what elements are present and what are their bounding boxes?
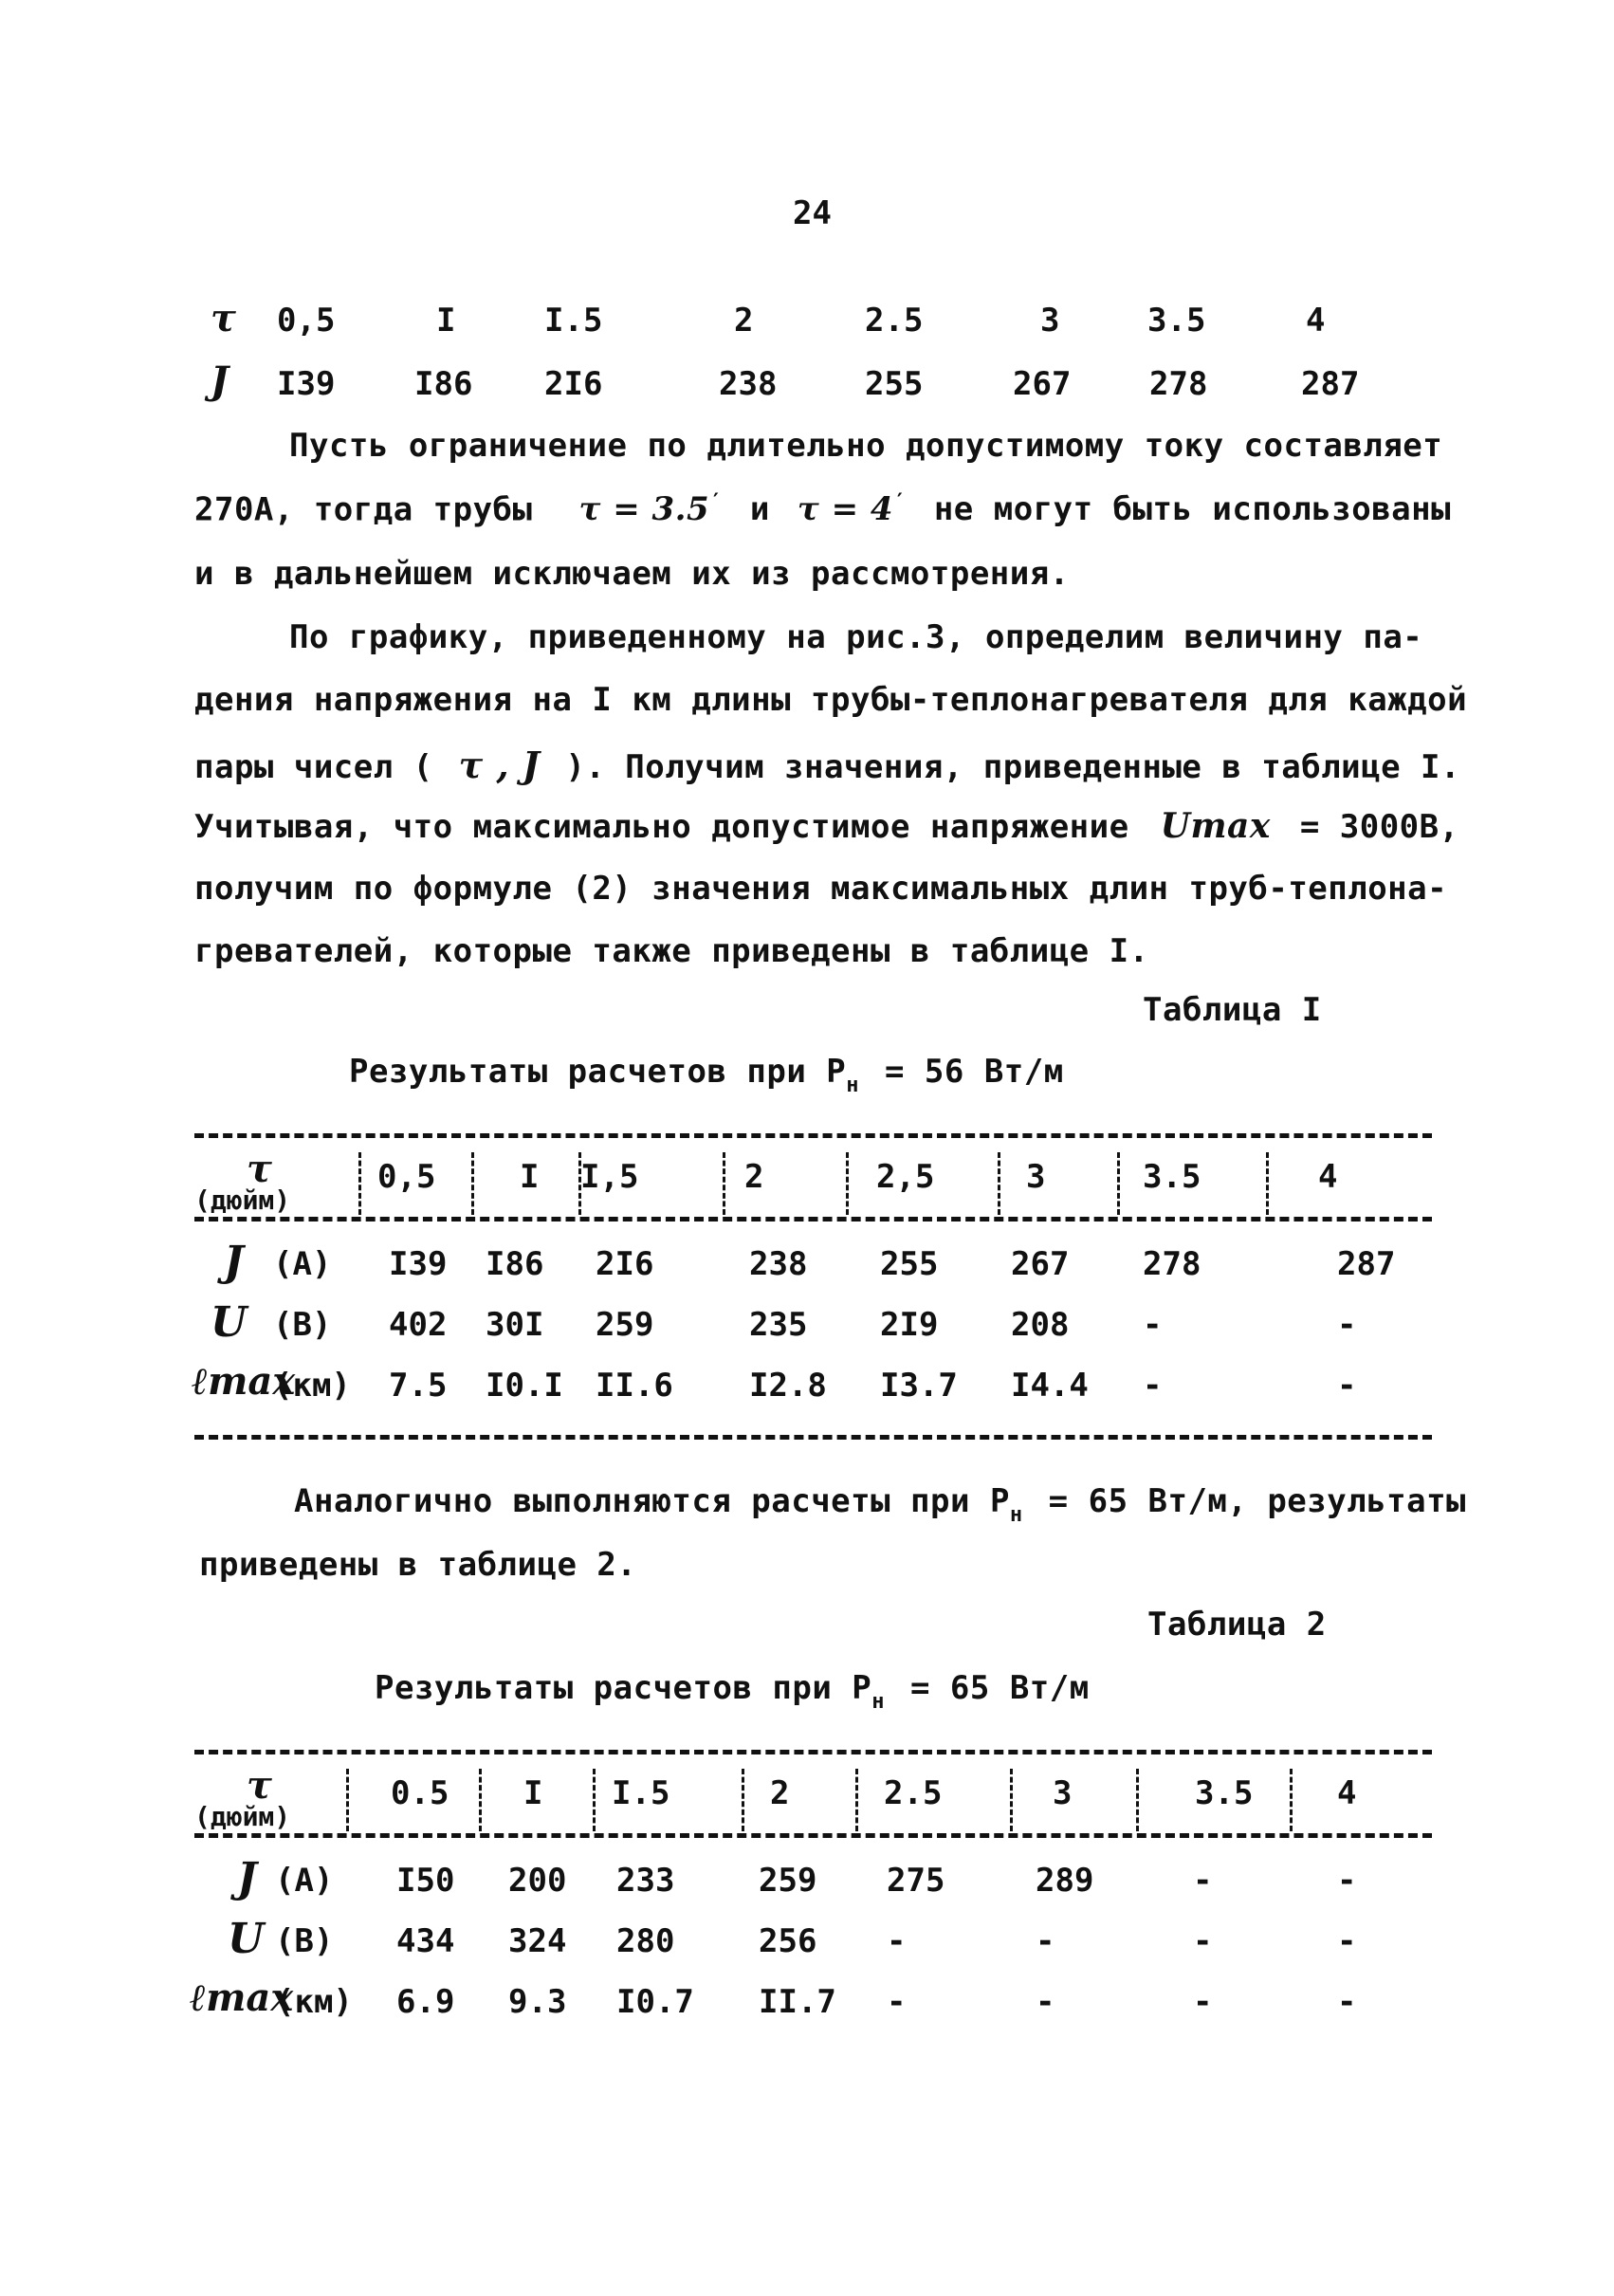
umax-symbol: Umax [1160, 806, 1271, 846]
paragraph-2-line-3 [194, 744, 1460, 786]
paragraph-2-line-6: гревателей, которые также приведены в таблице I. [194, 932, 1149, 970]
table-cell: - [1337, 1306, 1357, 1344]
table-header-rule [194, 1833, 1432, 1838]
table-2-caption-value: = 65 Вт/м [909, 1669, 1090, 1707]
paragraph-3-subscript: н [1009, 1503, 1023, 1527]
table-row-unit: (км) [273, 1367, 351, 1405]
table-column-separator [846, 1152, 849, 1215]
table-1-caption [349, 1053, 1064, 1097]
table-column-separator [1117, 1152, 1120, 1215]
paragraph-1-conj: и [749, 490, 770, 529]
table-top-rule [194, 1750, 1432, 1754]
table-cell: 287 [1337, 1245, 1396, 1283]
table-column-header: 3 [1053, 1774, 1073, 1812]
table-column-header: 2.5 [884, 1774, 943, 1812]
table-cell: I3.7 [880, 1367, 958, 1405]
table-cell: I0.7 [616, 1983, 694, 2021]
table-row-symbol: U [228, 1915, 265, 1963]
table-cell: 233 [616, 1862, 675, 1900]
table-cell: - [1036, 1983, 1055, 2021]
intro-j-value: 238 [719, 365, 778, 403]
intro-j-value: 255 [865, 365, 924, 403]
table-2-label: Таблица 2 [1147, 1606, 1327, 1644]
table-cell: 434 [396, 1922, 455, 1960]
intro-r-value: 3.5 [1147, 302, 1206, 340]
table-column-separator [471, 1152, 474, 1215]
table-cell: - [1337, 1862, 1357, 1900]
table-cell: I39 [389, 1245, 448, 1283]
table-row-symbol: ℓmax [190, 1975, 294, 2020]
table-cell: 324 [508, 1922, 567, 1960]
table-column-separator [855, 1769, 858, 1831]
table-cell: - [1036, 1922, 1055, 1960]
table-cell: - [1337, 1983, 1357, 2021]
paragraph-2-line-4 [194, 806, 1459, 846]
table-column-separator [998, 1152, 1000, 1215]
table-cell: 289 [1036, 1862, 1094, 1900]
paragraph-2-line-2: дения напряжения на I км длины трубы-теплонагревателя для каждой [194, 681, 1468, 719]
table-cell: I86 [486, 1245, 544, 1283]
table-cell: 280 [616, 1922, 675, 1960]
table-column-header: 4 [1337, 1774, 1357, 1812]
paragraph-1-line-2: 270А, тогда трубы τ = 3.5′ и τ = 4′ не могут быть использованы [194, 490, 1452, 529]
table-1-caption-text: Результаты расчетов при Р [349, 1053, 847, 1091]
table-2-caption-text: Результаты расчетов при Р [375, 1669, 872, 1707]
table-column-header: 0.5 [391, 1774, 449, 1812]
table-cell: 259 [596, 1306, 654, 1344]
tau-j-pair: τ , J [458, 744, 541, 786]
table-cell: - [1193, 1862, 1213, 1900]
table-column-header: 2 [770, 1774, 790, 1812]
table-row-unit: (А) [275, 1862, 334, 1900]
intro-r-value: 2 [734, 302, 754, 340]
table-column-separator [346, 1769, 349, 1831]
table-row-symbol: J [224, 1238, 244, 1286]
table-column-separator [358, 1152, 361, 1215]
table-column-header: I.5 [612, 1774, 670, 1812]
paragraph-2-line-5: получим по формуле (2) значения максимальных длин труб-теплона- [194, 870, 1448, 908]
intro-r-value: 4 [1306, 302, 1326, 340]
table-cell: - [887, 1922, 907, 1960]
table-cell: II.6 [596, 1367, 673, 1405]
intro-row-label-r: τ [211, 296, 237, 340]
intro-j-value: 2I6 [544, 365, 603, 403]
table-row-symbol: ℓmax [192, 1359, 296, 1404]
table-column-header: 3.5 [1195, 1774, 1254, 1812]
table-column-header: I [520, 1158, 540, 1196]
table-cell: 275 [887, 1862, 945, 1900]
paragraph-3-line-1 [294, 1482, 1467, 1527]
table-header-unit: (дюйм) [194, 1801, 291, 1832]
table-cell: 9.3 [508, 1983, 567, 2021]
table-cell: - [1337, 1367, 1357, 1405]
table-cell: - [1143, 1367, 1163, 1405]
intro-r-value: 3 [1040, 302, 1060, 340]
table-column-header: 2,5 [876, 1158, 935, 1196]
table-cell: 6.9 [396, 1983, 455, 2021]
intro-row-label-j: J [211, 358, 229, 403]
tau-expression-2: τ = 4 [797, 490, 894, 529]
table-cell: 267 [1011, 1245, 1070, 1283]
intro-r-value: 2.5 [865, 302, 924, 340]
table-column-separator [742, 1769, 744, 1831]
paragraph-2-line-4-c: = 3000В, [1299, 808, 1459, 846]
page-number: 24 [793, 194, 832, 232]
table-column-separator [1010, 1769, 1013, 1831]
table-column-separator [479, 1769, 482, 1831]
table-1-caption-subscript: н [846, 1074, 859, 1097]
paragraph-2-line-1: По графику, приведенному на рис.3, определим величину па- [289, 618, 1423, 656]
table-cell: I0.I [486, 1367, 563, 1405]
table-column-separator [593, 1769, 596, 1831]
paragraph-3-line-1-b: = 65 Вт/м, результаты [1048, 1482, 1467, 1520]
table-cell: 278 [1143, 1245, 1201, 1283]
paragraph-2-line-3-a: пары чисел ( [194, 748, 433, 786]
table-cell: 208 [1011, 1306, 1070, 1344]
paragraph-1-line-1: Пусть ограничение по длительно допустимому току составляет [289, 427, 1443, 465]
table-row-unit: (км) [275, 1983, 353, 2021]
paragraph-3-line-2: приведены в таблице 2. [199, 1546, 637, 1584]
paragraph-2-line-3-c: ). Получим значения, приведенные в таблице I. [565, 748, 1460, 786]
table-header-rule [194, 1217, 1432, 1221]
table-cell: 256 [759, 1922, 817, 1960]
intro-j-value: I86 [414, 365, 473, 403]
table-bottom-rule [194, 1435, 1432, 1440]
table-header-tau: τ [247, 1147, 272, 1191]
table-row-unit: (В) [273, 1306, 332, 1344]
paragraph-3-line-1-a: Аналогично выполняются расчеты при Р [294, 1482, 1010, 1520]
table-cell: 2I6 [596, 1245, 654, 1283]
table-cell: - [1193, 1922, 1213, 1960]
paragraph-2-line-4-a: Учитывая, что максимально допустимое напряжение [194, 808, 1129, 846]
table-row-symbol: U [211, 1298, 248, 1347]
intro-r-value: I.5 [544, 302, 603, 340]
table-cell: II.7 [759, 1983, 836, 2021]
table-2-caption-subscript: н [871, 1690, 885, 1714]
paragraph-1-line-3: и в дальнейшем исключаем их из рассмотрения. [194, 555, 1070, 593]
table-column-header: 4 [1318, 1158, 1338, 1196]
table-cell: - [887, 1983, 907, 2021]
intro-r-value: 0,5 [277, 302, 336, 340]
table-column-header: I [523, 1774, 543, 1812]
intro-j-value: 267 [1013, 365, 1072, 403]
table-2-caption [375, 1669, 1090, 1714]
table-row-unit: (А) [273, 1245, 332, 1283]
table-1-label: Таблица I [1143, 991, 1322, 1029]
intro-j-value: 278 [1149, 365, 1208, 403]
table-cell: - [1193, 1983, 1213, 2021]
table-cell: 200 [508, 1862, 567, 1900]
paragraph-1-line-2-a: 270А, тогда трубы [194, 490, 533, 529]
table-cell: 2I9 [880, 1306, 939, 1344]
table-row-unit: (В) [275, 1922, 334, 1960]
table-column-header: I,5 [580, 1158, 639, 1196]
table-cell: 235 [749, 1306, 808, 1344]
table-cell: 259 [759, 1862, 817, 1900]
table-column-separator [1136, 1769, 1139, 1831]
intro-j-value: 287 [1301, 365, 1360, 403]
paragraph-1-line-2-e: не могут быть использованы [933, 490, 1452, 529]
table-cell: 238 [749, 1245, 808, 1283]
table-column-separator [723, 1152, 725, 1215]
table-cell: I50 [396, 1862, 455, 1900]
table-cell: I4.4 [1011, 1367, 1089, 1405]
intro-j-value: I39 [277, 365, 336, 403]
table-header-unit: (дюйм) [194, 1185, 291, 1216]
intro-r-value: I [436, 302, 456, 340]
table-cell: I2.8 [749, 1367, 827, 1405]
tau-expression-1: τ = 3.5 [578, 490, 710, 529]
table-column-header: 0,5 [377, 1158, 436, 1196]
table-column-separator [1266, 1152, 1269, 1215]
table-column-separator [1290, 1769, 1293, 1831]
table-cell: - [1337, 1922, 1357, 1960]
table-row-symbol: J [237, 1854, 257, 1902]
table-cell: 30I [486, 1306, 544, 1344]
table-column-header: 2 [744, 1158, 764, 1196]
table-cell: 7.5 [389, 1367, 448, 1405]
table-column-header: 3 [1026, 1158, 1046, 1196]
table-cell: - [1143, 1306, 1163, 1344]
table-cell: 402 [389, 1306, 448, 1344]
table-column-header: 3.5 [1143, 1158, 1201, 1196]
table-top-rule [194, 1133, 1432, 1138]
table-header-tau: τ [247, 1763, 272, 1808]
table-cell: 255 [880, 1245, 939, 1283]
table-1-caption-value: = 56 Вт/м [884, 1053, 1064, 1091]
